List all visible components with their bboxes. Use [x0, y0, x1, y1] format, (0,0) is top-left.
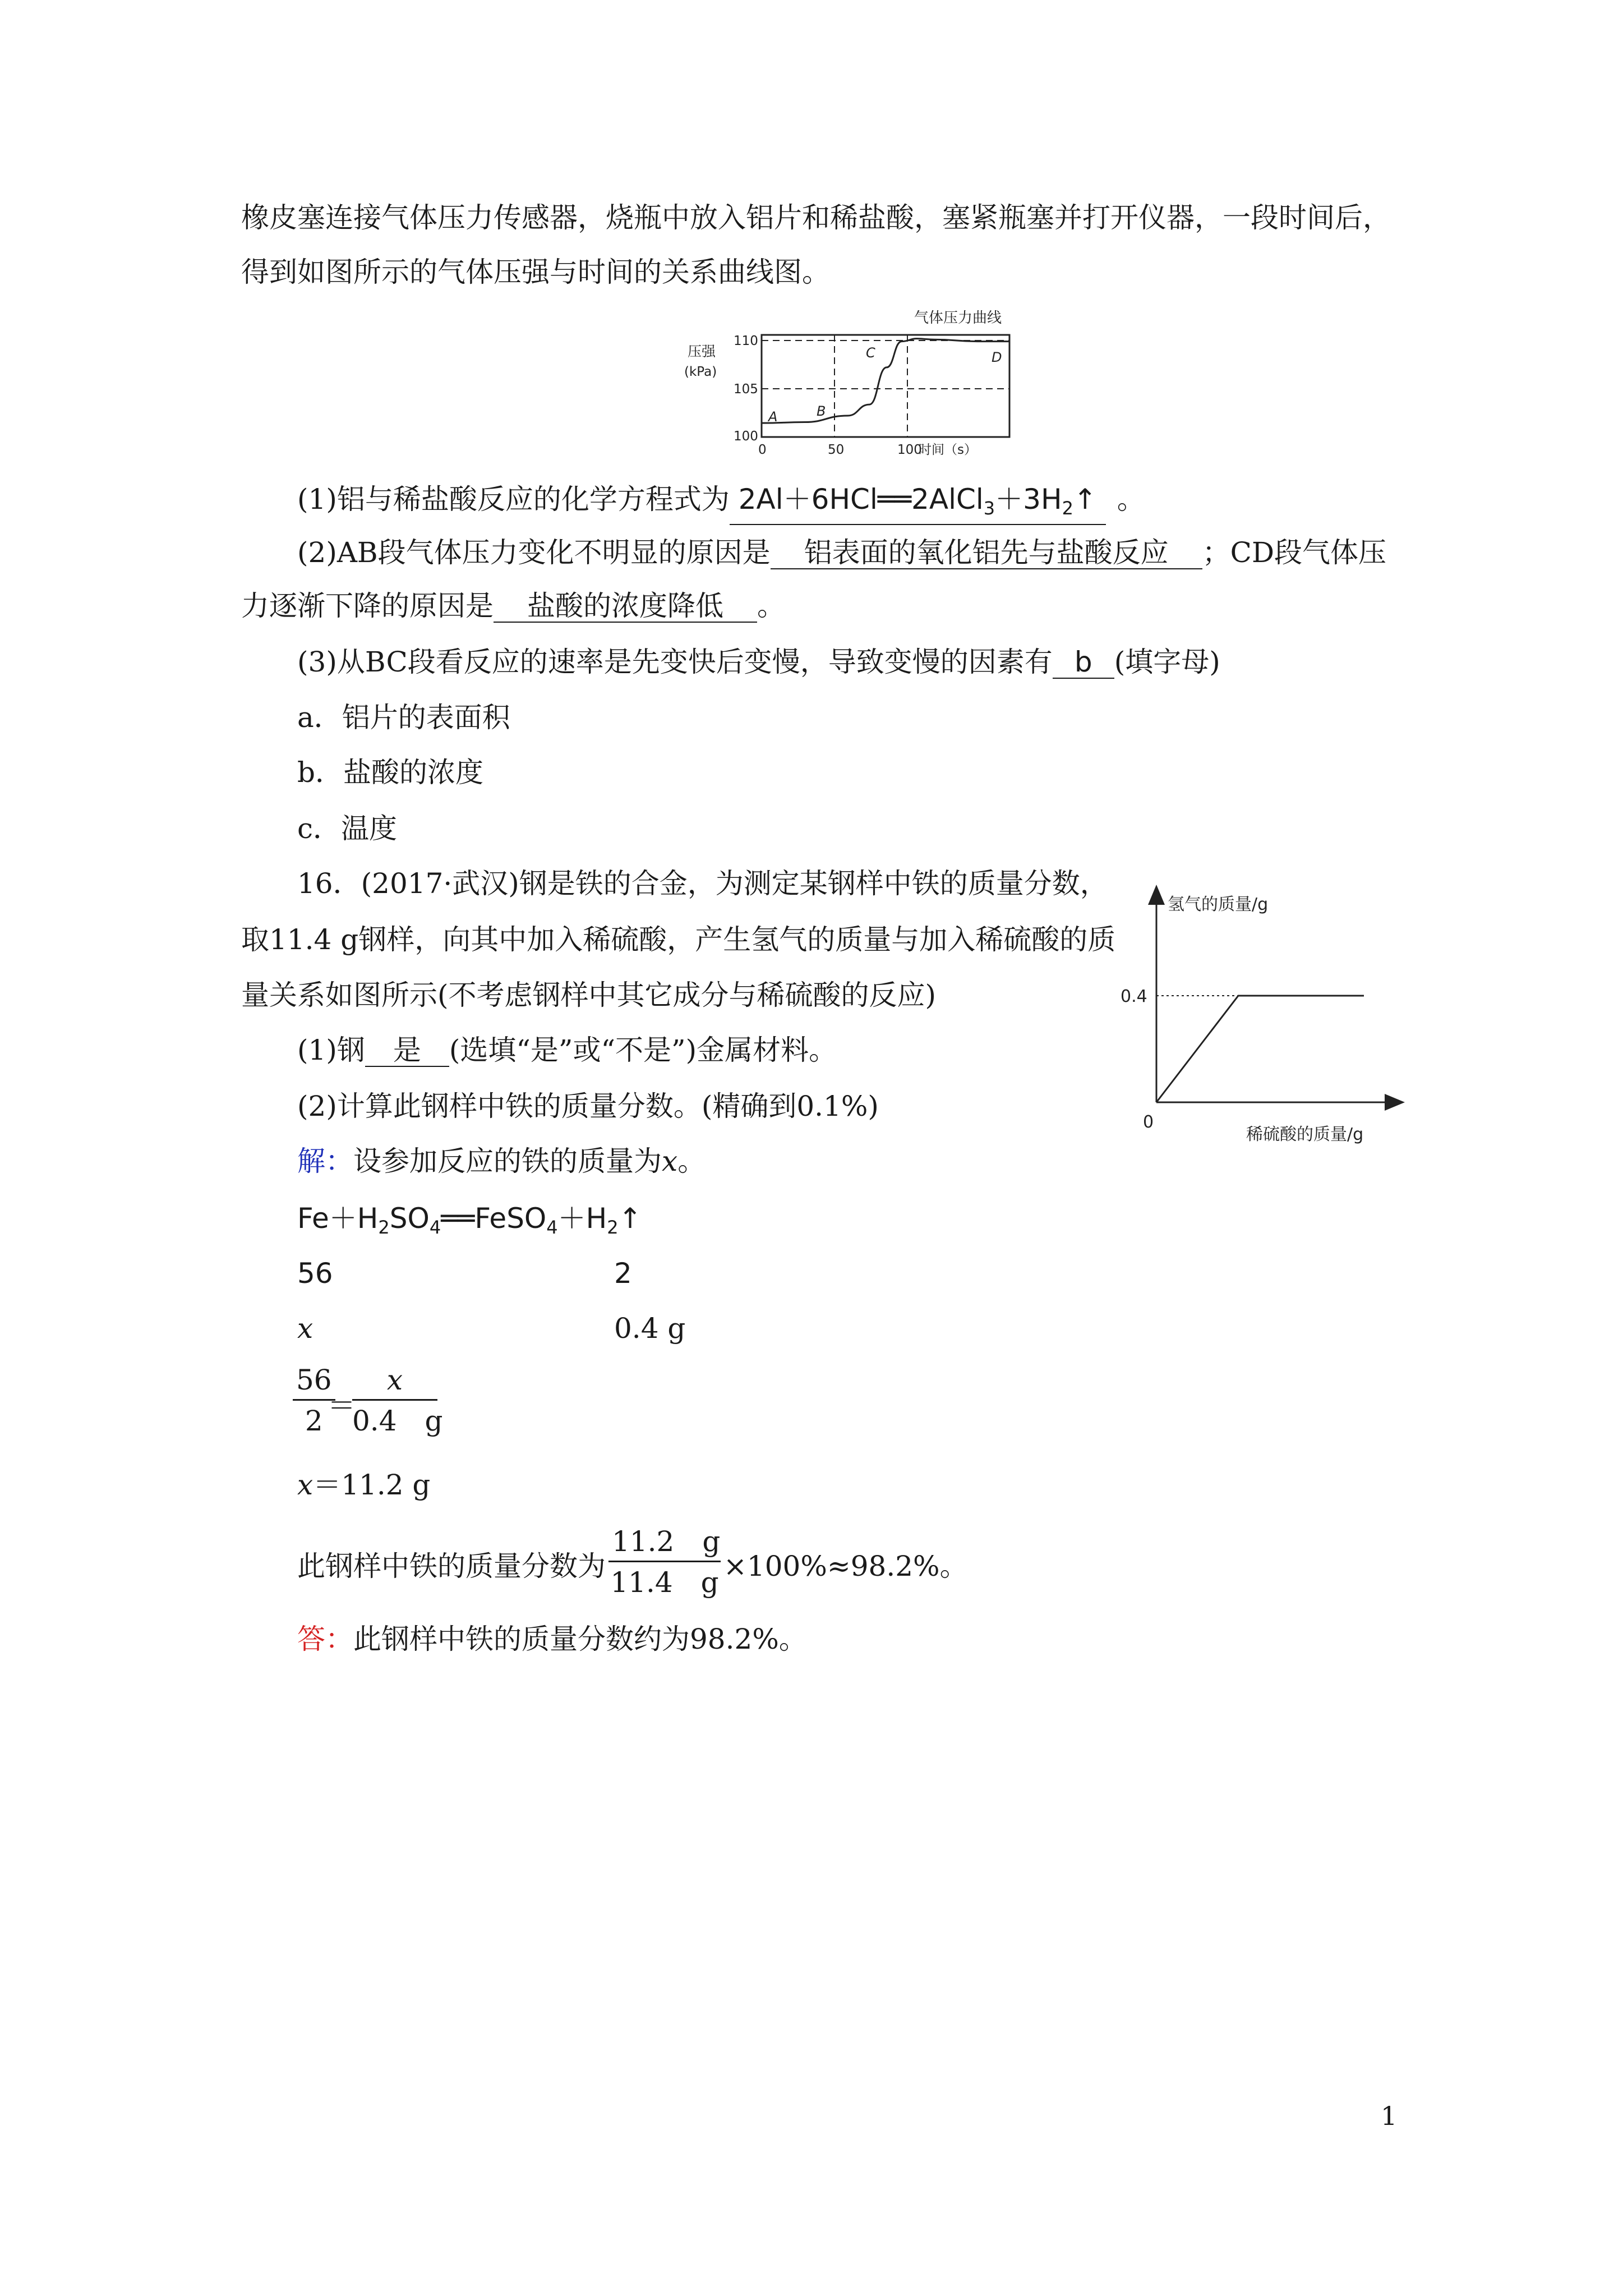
- pressure-ytick: 105: [734, 382, 758, 397]
- pressure-ytick: 110: [734, 334, 758, 348]
- solution-equation: $Fe+H_2SO_4══FeSO_4+H_2↑$: [297, 1202, 642, 1238]
- point-label-a: A: [768, 409, 778, 425]
- q1-suffix: 。: [1117, 483, 1145, 516]
- pressure-xlabel: 时间（s）: [919, 443, 977, 457]
- point-label-d: D: [992, 349, 1002, 365]
- hydrogen-origin: 0: [1143, 1112, 1154, 1132]
- hydrogen-ytick: 0.4: [1121, 987, 1147, 1006]
- q16-sub2: (2)计算此钢样中铁的质量分数。(精确到0.1%): [297, 1090, 879, 1122]
- q16-line-3: 量关系如图所示(不考虑钢样中其它成分与稀硫酸的反应): [241, 979, 937, 1011]
- pressure-xtick: 50: [828, 443, 845, 457]
- q3-answer: b: [1053, 646, 1114, 679]
- solution-intro: 解：设参加反应的铁的质量为x。: [297, 1145, 706, 1177]
- hydrogen-chart: [1116, 881, 1408, 1150]
- solution-percent-result: ×100%≈98.2%。: [723, 1550, 968, 1582]
- answer-label: 答：: [297, 1623, 353, 1655]
- solution-answer: 答：此钢样中铁的质量分数约为98.2%。: [297, 1623, 807, 1655]
- hydrogen-ylabel: 氢气的质量/g: [1168, 895, 1269, 914]
- intro-line-2: 得到如图所示的气体压强与时间的关系曲线图。: [241, 256, 830, 288]
- solution-row2-left: x: [297, 1312, 313, 1345]
- solution-row2-right: 0.4 g: [614, 1312, 686, 1345]
- proportion-fraction-1: $\frac{56}{2}$: [293, 1363, 335, 1438]
- q2-answer-2: 盐酸的浓度降低: [494, 590, 757, 623]
- point-label-c: C: [866, 345, 875, 361]
- q1-line: [297, 481, 1145, 525]
- page-number: 1: [1381, 2101, 1398, 2131]
- intro-line-1: 橡皮塞连接气体压力传感器，烧瓶中放入铝片和稀盐酸，塞紧瓶塞并打开仪器，一段时间后，: [241, 201, 1391, 234]
- solution-label: 解：: [297, 1145, 353, 1177]
- q3-option-b: b．盐酸的浓度: [297, 756, 484, 789]
- proportion-equals: ＝: [328, 1389, 356, 1422]
- q3-option-a: a．铝片的表面积: [297, 701, 510, 734]
- q2-line-2: 力逐渐下降的原因是 盐酸的浓度降低 。: [241, 590, 785, 622]
- solution-percent: 此钢样中铁的质量分数为: [297, 1550, 606, 1582]
- solution-row1-left: 56: [297, 1257, 333, 1290]
- q2-line-1: (2)AB段气体压力变化不明显的原因是 铝表面的氧化铝先与盐酸反应 ；CD段气体压: [297, 536, 1387, 569]
- q1-answer: $2Al+6HCl══2AlCl_3+3H_2↑$: [730, 484, 1106, 525]
- q16-line-2: 取11.4 g钢样，向其中加入稀硫酸，产生氢气的质量与加入稀硫酸的质: [241, 923, 1116, 956]
- q2-answer-1: 铝表面的氧化铝先与盐酸反应: [771, 537, 1202, 569]
- pressure-chart-ylabel: 压强: [688, 343, 716, 360]
- q1-prefix: (1)铝与稀盐酸反应的化学方程式为: [297, 483, 730, 516]
- hydrogen-line: [1156, 996, 1364, 1102]
- q3-option-c: c．温度: [297, 812, 398, 845]
- solution-result: x＝11.2 g: [297, 1469, 431, 1501]
- q3-line: (3)从BC段看反应的速率是先变快后变慢，导致变慢的因素有 b (填字母): [297, 646, 1220, 678]
- pressure-chart-title: 气体压力曲线: [914, 310, 1002, 326]
- q16-sub1-answer: 是: [365, 1034, 449, 1067]
- proportion-fraction-2: $\frac{x}{0.4 g}$: [352, 1364, 443, 1437]
- hydrogen-xlabel: 稀硫酸的质量/g: [1246, 1125, 1364, 1144]
- pressure-curve: [762, 339, 1009, 424]
- percent-fraction: $\frac{11.2 g}{11.4 g}$: [608, 1525, 721, 1599]
- pressure-xtick: 0: [758, 443, 767, 457]
- point-label-b: B: [817, 403, 826, 419]
- pressure-xtick: 100: [897, 443, 922, 457]
- pressure-chart: [684, 306, 1043, 463]
- pressure-chart-ylabel-unit: (kPa): [684, 365, 717, 379]
- pressure-ytick: 100: [734, 429, 758, 444]
- q16-sub1: (1)钢 是 (选填“是”或“不是”)金属材料。: [297, 1034, 837, 1066]
- q16-line-1: 16．(2017·武汉)钢是铁的合金，为测定某钢样中铁的质量分数，: [297, 867, 1108, 900]
- solution-row1-right: 2: [614, 1257, 632, 1290]
